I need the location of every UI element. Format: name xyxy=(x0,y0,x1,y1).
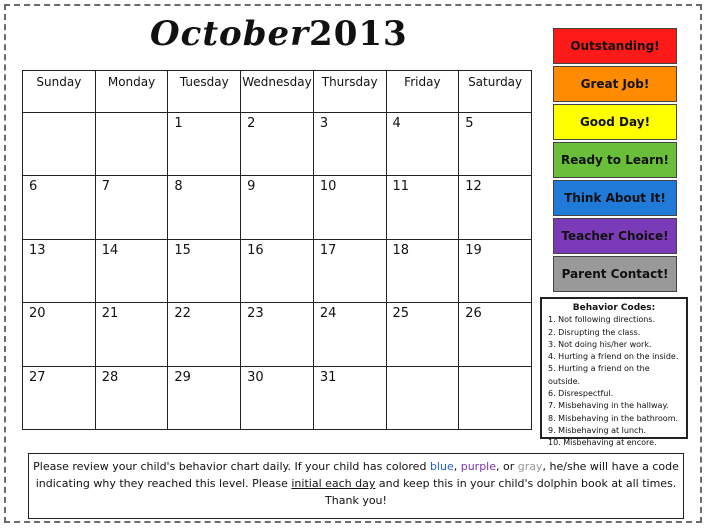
week-row xyxy=(23,239,532,302)
day-cell: 11 xyxy=(386,176,459,239)
note-blue-word: blue xyxy=(429,460,454,473)
note-line-1 xyxy=(29,458,683,475)
note-text-4: and keep this in your child's dolphin book at all times. xyxy=(375,477,677,490)
behavior-code-item: 2. Disrupting the class. xyxy=(548,327,641,337)
day-cell: 29 xyxy=(168,366,241,429)
behavior-chart xyxy=(553,28,677,294)
note-text-1: Please review your child's behavior chart daily. If your child has colored xyxy=(33,460,430,473)
weekday-saturday: Saturday xyxy=(459,71,532,113)
day-cell: 1 xyxy=(168,113,241,176)
weekday-tuesday: Tuesday xyxy=(168,71,241,113)
note-text-3: indicating why they reached this level. Please xyxy=(35,477,292,490)
day-cell: 21 xyxy=(95,303,168,366)
note-gray-word: gray xyxy=(517,460,543,473)
day-cell: 27 xyxy=(23,366,96,429)
day-cell xyxy=(95,113,168,176)
note-sep-2: , or xyxy=(496,460,518,473)
note-underlined-text: initial each day xyxy=(291,477,376,490)
title-month: October xyxy=(150,14,310,54)
day-cell: 17 xyxy=(313,239,386,302)
behavior-code-item: 5. Hurting a friend on the outside. xyxy=(548,364,650,386)
behavior-code-item: 8. Misbehaving in the bathroom. xyxy=(548,413,679,423)
day-cell: 13 xyxy=(23,239,96,302)
behavior-code-item: 4. Hurting a friend on the inside. xyxy=(548,352,679,362)
behavior-code-item: 10. Misbehaving at encore. xyxy=(548,438,657,448)
weekday-wednesday: Wednesday xyxy=(241,71,314,113)
day-cell: 2 xyxy=(241,113,314,176)
parent-note xyxy=(28,453,684,519)
day-cell xyxy=(386,366,459,429)
week-row xyxy=(23,303,532,366)
behavior-code-item: 9. Misbehaving at lunch. xyxy=(548,425,647,435)
note-purple-word: purple xyxy=(460,460,497,473)
day-cell: 26 xyxy=(459,303,532,366)
level-outstanding: Outstanding! xyxy=(553,28,677,64)
day-cell: 10 xyxy=(313,176,386,239)
behavior-code-item: 3. Not doing his/her work. xyxy=(548,339,652,349)
weekday-thursday: Thursday xyxy=(313,71,386,113)
day-cell: 31 xyxy=(313,366,386,429)
day-cell: 6 xyxy=(23,176,96,239)
level-teacher-choice: Teacher Choice! xyxy=(553,218,677,254)
weekday-sunday: Sunday xyxy=(23,71,96,113)
day-cell: 30 xyxy=(241,366,314,429)
behavior-codes-list xyxy=(548,314,680,449)
level-think-about-it: Think About It! xyxy=(553,180,677,216)
behavior-code-item: 7. Misbehaving in the hallway. xyxy=(548,401,669,411)
weekday-header-row xyxy=(23,71,532,113)
day-cell: 8 xyxy=(168,176,241,239)
week-row xyxy=(23,113,532,176)
behavior-code-item: 1. Not following directions. xyxy=(548,315,656,325)
weekday-monday: Monday xyxy=(95,71,168,113)
day-cell: 9 xyxy=(241,176,314,239)
note-text-2: , he/she will have a code xyxy=(542,460,679,473)
note-line-2 xyxy=(29,475,683,492)
day-cell: 18 xyxy=(386,239,459,302)
title-year: 2013 xyxy=(309,14,408,54)
day-cell: 15 xyxy=(168,239,241,302)
day-cell: 4 xyxy=(386,113,459,176)
day-cell xyxy=(23,113,96,176)
level-great-job: Great Job! xyxy=(553,66,677,102)
behavior-codes-title: Behavior Codes: xyxy=(572,303,656,313)
behavior-code-item: 6. Disrespectful. xyxy=(548,389,614,399)
level-ready-to-learn: Ready to Learn! xyxy=(553,142,677,178)
day-cell: 22 xyxy=(168,303,241,366)
calendar-grid xyxy=(22,70,532,430)
week-row xyxy=(23,366,532,429)
day-cell: 16 xyxy=(241,239,314,302)
week-row xyxy=(23,176,532,239)
behavior-codes-box xyxy=(540,297,688,448)
day-cell: 24 xyxy=(313,303,386,366)
day-cell: 7 xyxy=(95,176,168,239)
day-cell: 23 xyxy=(241,303,314,366)
level-parent-contact: Parent Contact! xyxy=(553,256,677,292)
day-cell: 25 xyxy=(386,303,459,366)
weekday-friday: Friday xyxy=(386,71,459,113)
note-sep-1: , xyxy=(453,460,461,473)
level-good-day: Good Day! xyxy=(553,104,677,140)
day-cell: 28 xyxy=(95,366,168,429)
day-cell: 5 xyxy=(459,113,532,176)
day-cell: 12 xyxy=(459,176,532,239)
day-cell: 3 xyxy=(313,113,386,176)
page-title xyxy=(150,14,408,64)
day-cell: 14 xyxy=(95,239,168,302)
day-cell xyxy=(459,366,532,429)
day-cell: 20 xyxy=(23,303,96,366)
note-thanks: Thank you! xyxy=(325,494,387,507)
day-cell: 19 xyxy=(459,239,532,302)
